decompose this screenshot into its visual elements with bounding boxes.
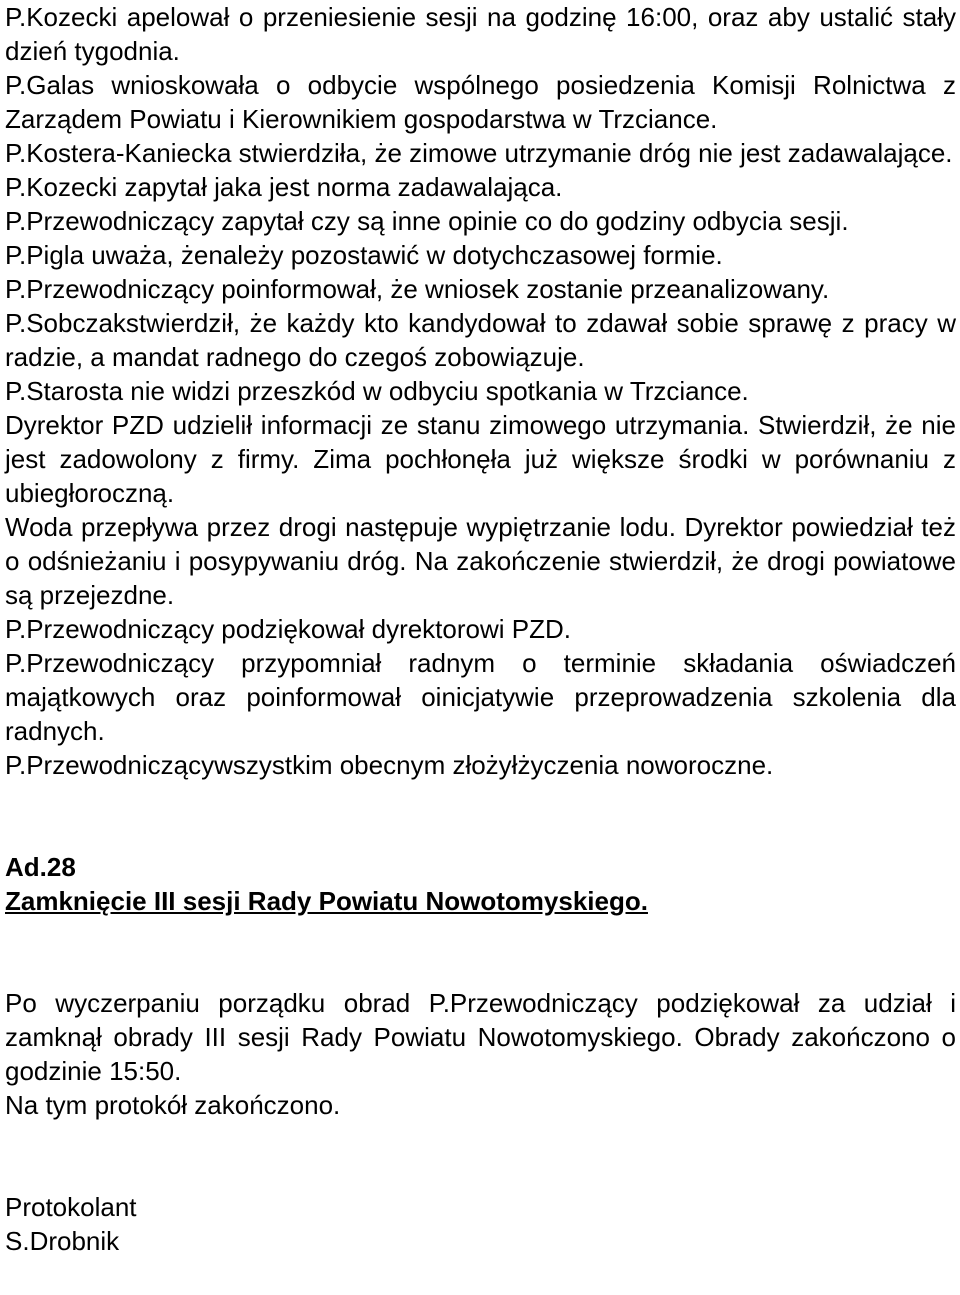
spacer xyxy=(5,1122,956,1190)
paragraph-galas-request: P.Galas wnioskowała o odbycie wspólnego posiedzenia Komisji Rolnictwa z Zarządem Powiatu i Kierownikiem gospodarstwa w Trzciance. xyxy=(5,70,956,134)
paragraph-starosta: P.Starosta nie widzi przeszkód w odbyciu spotkania w Trzciance. xyxy=(5,376,749,406)
paragraph-kozecki-question: P.Kozecki zapytał jaka jest norma zadawalająca. xyxy=(5,172,563,202)
paragraph-pigla: P.Pigla uważa, żenależy pozostawić w dotychczasowej formie. xyxy=(5,240,723,270)
spacer xyxy=(5,782,956,850)
paragraph-chairman-thanks: P.Przewodniczący podziękował dyrektorowi PZD. xyxy=(5,614,571,644)
paragraph-closing: Po wyczerpaniu porządku obrad P.Przewodniczący podziękował za udział i zamknął obrady III sesji Rady Powiatu Nowotomyskiego. Obrady zakończono o godzinie 15:50. xyxy=(5,988,956,1086)
paragraph-kostera-kaniecka: P.Kostera-Kaniecka stwierdziła, że zimowe utrzymanie dróg nie jest zadawalające. xyxy=(5,138,953,168)
section-number: Ad.28 xyxy=(5,852,76,882)
spacer xyxy=(5,918,956,986)
document-page xyxy=(5,0,956,1258)
paragraph-water-ice: Woda przepływa przez drogi następuje wypiętrzanie lodu. Dyrektor powiedział też o odśnieżaniu i posypywaniu dróg. Na zakończenie stwierdził, że drogi powiatowe są przejezdne. xyxy=(5,512,956,610)
paragraph-kozecki-appeal: P.Kozecki apelował o przeniesienie sesji na godzinę 16:00, oraz aby ustalić stały dzień tygodnia. xyxy=(5,2,956,66)
paragraph-chairman-reminder: P.Przewodniczący przypomniał radnym o terminie składania oświadczeń majątkowych oraz poinformował oinicjatywie przeprowadzenia szkolenia dla radnych. xyxy=(5,648,956,746)
paragraph-chairman-question: P.Przewodniczący zapytał czy są inne opinie co do godziny odbycia sesji. xyxy=(5,206,849,236)
paragraph-pzd-director: Dyrektor PZD udzielił informacji ze stanu zimowego utrzymania. Stwierdził, że nie jest zadowolony z firmy. Zima pochłonęła już większe środki w porównaniu z ubiegłoroczną. xyxy=(5,410,956,508)
section-title: Zamknięcie III sesji Rady Powiatu Nowotomyskiego. xyxy=(5,886,648,916)
paragraph-new-year-wishes: P.Przewodniczącywszystkim obecnym złożyłżyczenia noworoczne. xyxy=(5,750,774,780)
paragraph-end-line: Na tym protokół zakończono. xyxy=(5,1090,341,1120)
signature-name: S.Drobnik xyxy=(5,1226,120,1256)
paragraph-sobczak: P.Sobczakstwierdził, że każdy kto kandydował to zdawał sobie sprawę z pracy w radzie, a mandat radnego do czegoś zobowiązuje. xyxy=(5,308,956,372)
signature-role: Protokolant xyxy=(5,1192,137,1222)
paragraph-chairman-informed: P.Przewodniczący poinformował, że wniosek zostanie przeanalizowany. xyxy=(5,274,830,304)
